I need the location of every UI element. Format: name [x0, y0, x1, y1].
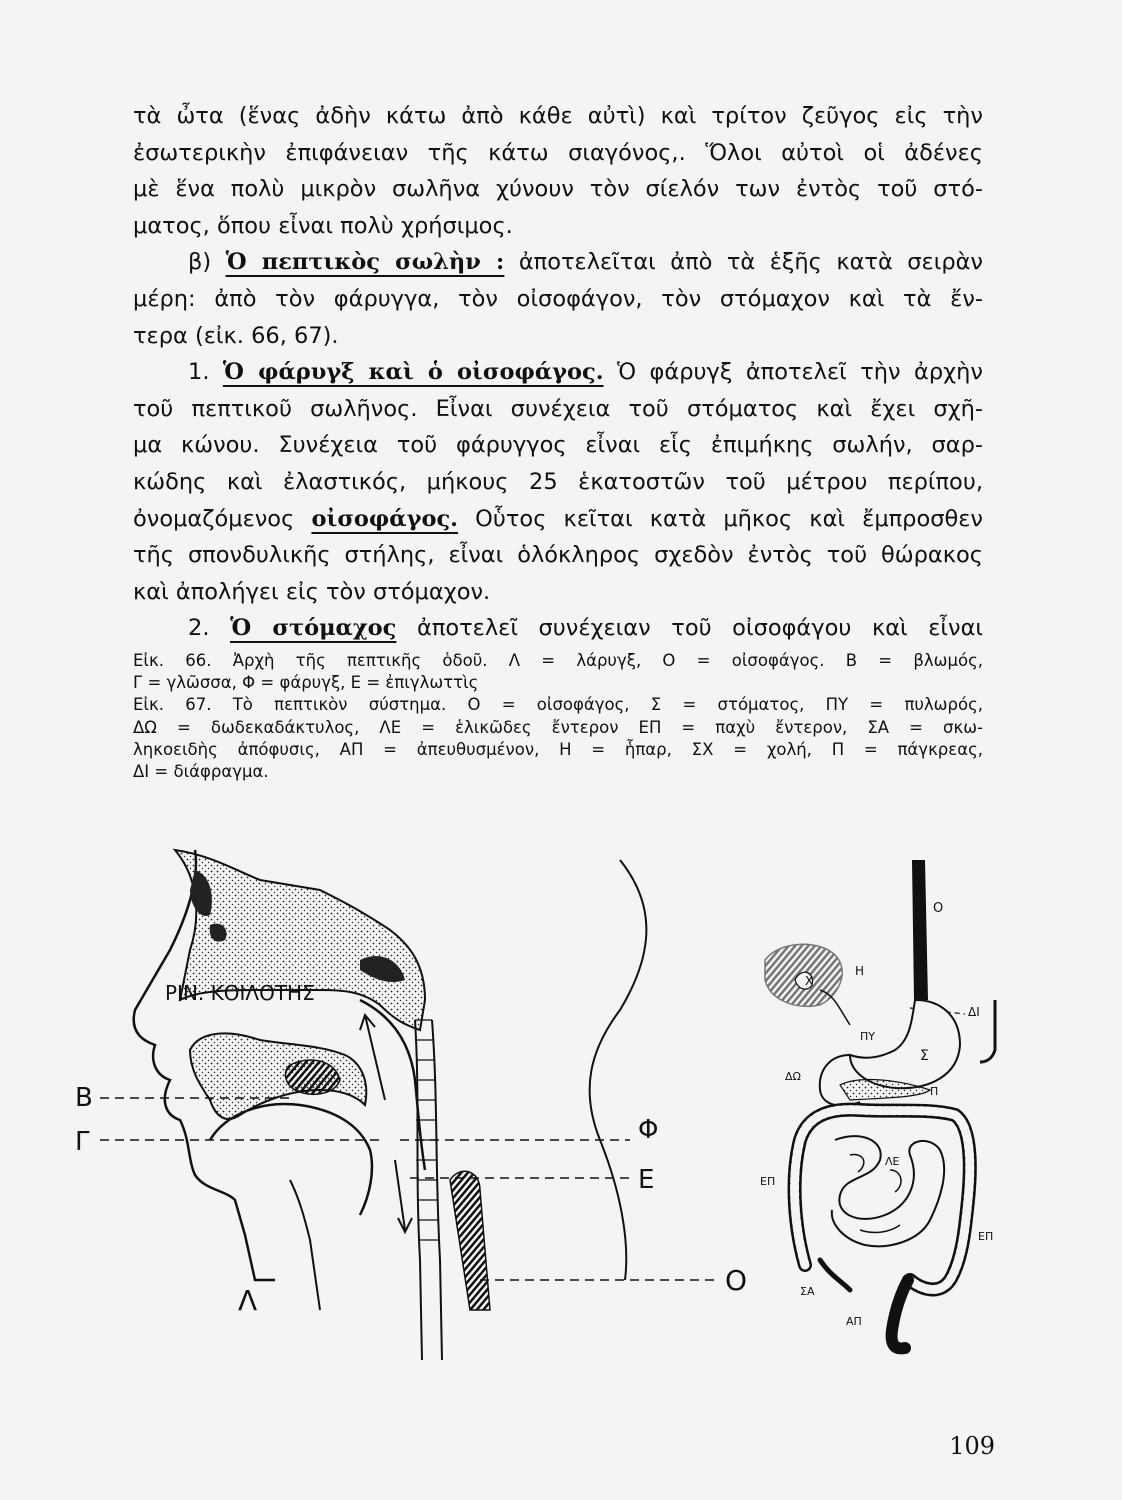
text-line: τερα (εἰκ. 66, 67).: [133, 322, 339, 349]
oesophagus-tube-right: [432, 1020, 442, 1360]
text-fragment: ὀνομαζόμενος: [133, 505, 295, 532]
text-fragment: Ὁ φάρυγξ ἀποτελεῖ τὴν ἀρχὴν: [617, 359, 983, 386]
item-heading: Ὁ φάρυγξ καὶ ὁ οἰσοφάγος.: [222, 359, 604, 386]
text-line: [133, 610, 983, 647]
text-line: ἐσωτερικὴν ἐπιφάνειαν τῆς κάτω σιαγόνος,. Ὅλοι αὐτοὶ οἱ ἀδένες: [133, 139, 983, 166]
rectum: [892, 1280, 908, 1348]
label-DI: ΔΙ: [968, 1005, 980, 1019]
text-line: κώδης καὶ ἐλαστικός, μήκους 25 ἑκατοστῶν τοῦ μέτρου περίπου,: [133, 468, 983, 495]
text-line: τῆς σπονδυλικῆς στήλης, εἶναι ὁλόκληρος σχεδὸν ἐντὸς τοῦ θώρακος: [133, 542, 983, 569]
nasal-cavity-label: ΡΙΝ. ΚΟΙΛΟΤΗΣ: [165, 981, 315, 1005]
label-O: Ο: [933, 901, 944, 916]
text-line: [133, 501, 983, 538]
appendix: [820, 1260, 850, 1290]
flow-arrow-down: [395, 1160, 412, 1232]
label-EP1: ΕΠ: [760, 1175, 776, 1188]
term-oesophagus: οἰσοφάγος.: [311, 505, 458, 532]
item-heading: Ὁ στόμαχος: [230, 615, 397, 642]
text-line: τοῦ πεπτικοῦ σωλῆνος. Εἶναι συνέχεια τοῦ στόματος καὶ ἔχει σχῆ-: [133, 395, 983, 422]
text-fragment: ἀποτελεῖ συνέχειαν τοῦ οἰσοφάγου καὶ εἶναι: [416, 615, 983, 642]
caption-line: ΔΩ = δωδεκαδάκτυλος, ΛΕ = ἑλικῶδες ἔντερον ΕΠ = παχὺ ἔντερον, ΣΑ = σκω-: [133, 717, 983, 737]
figure-67-digestive-system: [760, 860, 995, 1348]
caption-line: Εἰκ. 67. Τὸ πεπτικὸν σύστημα. Ο = οἰσοφάγος, Σ = στόματος, ΠΥ = πυλωρός,: [133, 695, 983, 715]
label-B: Β: [75, 1083, 93, 1113]
anatomy-figures: [60, 840, 1060, 1360]
stomach: [850, 1000, 960, 1088]
item-marker: 2.: [188, 615, 210, 642]
text-line: μὲ ἕνα πολὺ μικρὸν σωλῆνα χύνουν τὸν σίελόν των ἐντὸς τοῦ στό-: [133, 176, 983, 203]
label-PY: ΠΥ: [860, 1030, 875, 1043]
figure-caption: [133, 650, 983, 783]
label-DO: ΔΩ: [785, 1070, 801, 1083]
palate: [190, 1033, 366, 1119]
label-L: Λ: [238, 1284, 258, 1317]
caption-line: ληκοειδὴς ἀπόφυσις, ΑΠ = ἀπευθυσμένον, Η = ἧπαρ, ΣΧ = χολή, Π = πάγκρεας,: [133, 739, 983, 759]
text-line: μα κώνου. Συνέχεια τοῦ φάρυγγος εἶναι εἷς ἐπιμήκης σωλήν, σαρ-: [133, 432, 983, 459]
text-line: [133, 244, 983, 281]
caption-line: Εἰκ. 66. Ἀρχὴ τῆς πεπτικῆς ὁδοῦ. Λ = λάρυγξ, Ο = οἰσοφάγος. Β = βλωμός,: [133, 651, 983, 670]
text-line: [133, 354, 983, 391]
label-AP: ΑΠ: [846, 1315, 862, 1328]
section-heading: Ὁ πεπτικὸς σωλὴν :: [225, 249, 505, 276]
label-LE: ΛΕ: [885, 1155, 900, 1168]
neck-back: [590, 860, 647, 1280]
section-marker: β): [188, 249, 212, 276]
label-X: Χ: [805, 974, 814, 988]
label-F: Φ: [638, 1115, 659, 1145]
label-H: Η: [855, 964, 865, 978]
page-number: 109: [949, 1432, 995, 1460]
figure-66-pharynx: [75, 850, 747, 1360]
label-G: Γ: [75, 1127, 90, 1157]
label-SA: ΣΑ: [800, 1285, 815, 1298]
text-line: ματος, ὅπου εἶναι πολὺ χρήσιμος.: [133, 212, 513, 239]
text-fragment: ἀποτελεῖται ἀπὸ τὰ ἑξῆς κατὰ σειρὰν: [518, 249, 983, 276]
item-marker: 1.: [188, 359, 210, 386]
neck-front: [290, 1180, 320, 1310]
oesophagus-tube-left: [415, 1020, 422, 1360]
label-O: Ο: [725, 1264, 748, 1297]
small-intestine: [832, 1136, 944, 1246]
body-text: [133, 98, 983, 647]
text-line: καὶ ἀπολήγει εἰς τὸν στόμαχον.: [133, 578, 491, 605]
oesophagus: [912, 860, 928, 1000]
text-fragment: Οὗτος κεῖται κατὰ μῆκος καὶ ἔμπροσθεν: [475, 505, 983, 532]
text-line: μέρη: ἀπὸ τὸν φάρυγγα, τὸν οἰσοφάγον, τὸν στόμαχον καὶ τὰ ἔν-: [133, 285, 983, 312]
caption-line: Γ = γλῶσσα, Φ = φάρυγξ, Ε = ἐπιγλωττὶς: [133, 673, 479, 693]
trachea: [450, 1171, 490, 1310]
label-E: Ε: [638, 1165, 655, 1195]
label-S: Σ: [920, 1048, 929, 1064]
caption-line: ΔΙ = διάφραγμα.: [133, 761, 269, 781]
text-line: τὰ ὦτα (ἕνας ἀδὴν κάτω ἀπὸ κάθε αὐτὶ) καὶ τρίτον ζεῦγος εἰς τὴν: [133, 103, 983, 129]
label-EP2: ΕΠ: [978, 1230, 994, 1243]
label-P: Π: [930, 1085, 939, 1098]
diaphragm-edge: [980, 1000, 995, 1062]
